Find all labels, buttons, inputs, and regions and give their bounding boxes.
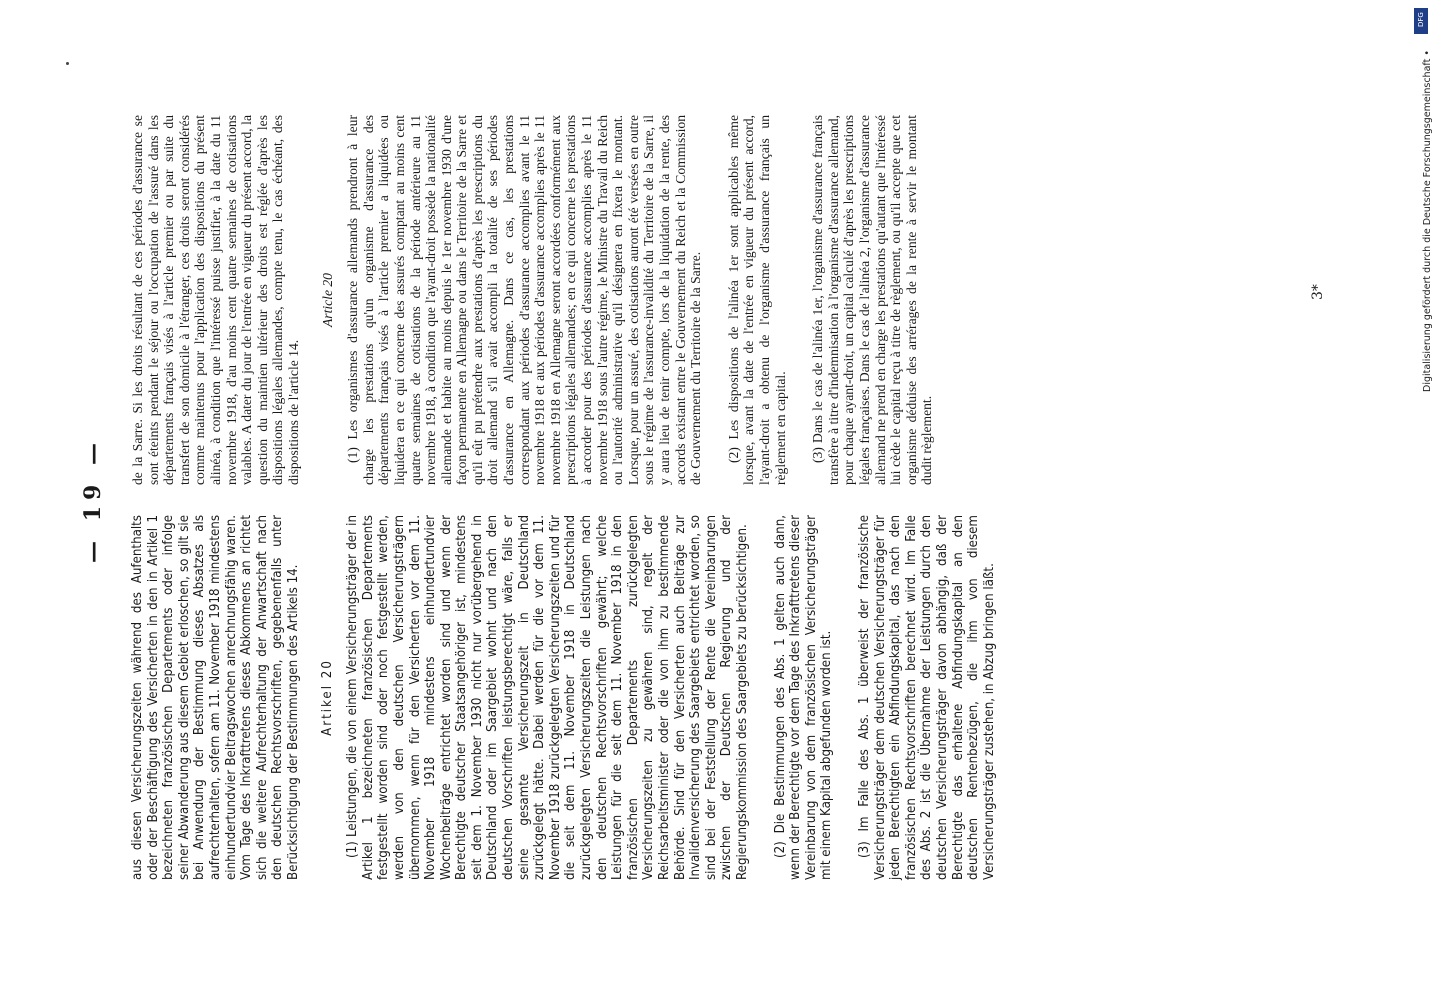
french-paragraph-intro: de la Sarre. Si les droits résultant de ces périodes d'assurance se sont éteints pendant le séjour ou l'occupation de l'assuré dans les départements français visés à l'article premier ou par suite du transfert de son domicile à l'étranger, ces droits seront considérés comme maintenus pour l'application des dispositions du présent alinéa, à condition que l'intéressé puisse justifier, à la date du 11 novembre 1918, d'au moins cent quatre semaines de cotisations valables. A dater du jour de l'entrée en vigueur du présent accord, la question du maintien ultérieur des droits est réglée d'après les dispositions légales allemandes, compte tenu, le cas échéant, des dispositions de l'article 14.	[130, 115, 301, 485]
page-number: — 19 —	[80, 437, 106, 563]
german-paragraph-1: (1) Leistungen, die von einem Versicherungsträger der in Artikel 1 bezeichneten französischen Departements festgestellt worden sind oder noch festgestellt werden, werden von den deutschen Versicherungsträgern übernommen, wenn für den Versicherten vor dem 11. November 1918 mindestens einhundertundvier Wochenbeiträge entrichtet worden sind und wenn der Berechtigte deutscher Staatsangehöriger ist, mindestens seit dem 1. November 1930 nicht nur vorübergehend in Deutschland oder im Saargebiet wohnt und nach den deutschen Vorschriften leistungsberechtigt wäre, falls er seine gesamte Versicherungszeit in Deutschland zurückgelegt hätte. Dabei werden für die vor dem 11. November 1918 zurückgelegten Versicherungszeiten und für die seit dem 11. November 1918 in Deutschland zurückgelegten Versicherungszeiten die Leistungen nach den deutschen Rechtsvorschriften gewährt; welche Leistungen für die seit dem 11. November 1918 in den französischen Departements zurückgelegten Versicherungszeiten zu gewähren sind, regelt der Reichsarbeitsminister oder die von ihm zu bestimmende Behörde. Sind für den Versicherten auch Beiträge zur Invalidenversicherung des Saargebiets entrichtet worden, so sind bei der Feststellung der Rente die Vereinbarungen zwischen der Deutschen Regierung und der Regierungskommission des Saargebiets zu berücksichtigen.	[345, 515, 750, 880]
french-column	[130, 115, 935, 485]
french-paragraph-1: (1) Les organismes d'assurance allemands prendront à leur charge les prestations qu'un organisme d'assurance des départements français visés à l'article premier a liquidées ou liquidera en ce qui concerne des assurés comptant au moins cent quatre semaines de cotisations de la période antérieure au 11 novembre 1918, à condition que l'ayant-droit possède la nationalité allemande et habite au moins depuis le 1er novembre 1930 d'une façon permanente en Allemagne ou dans le Territoire de la Sarre et qu'il eût pu prétendre aux prestations d'après les prescriptions du droit allemand s'il avait accompli la totalité de ses périodes d'assurance en Allemagne. Dans ce cas, les prestations correspondant aux périodes d'assurance accomplies avant le 11 novembre 1918 et aux périodes d'assurance accomplies après le 11 novembre 1918 en Allemagne seront accordées conformément aux prescriptions légales allemandes; en ce qui concerne les prestations à accorder pour des périodes d'assurance accomplies après le 11 novembre 1918 sous l'autre régime, le Ministre du Travail du Reich ou l'autorité administrative qu'il désignera en fixera le montant. Lorsque, pour un assuré, des cotisations auront été versées en outre sous le régime de l'assurance-invalidité du Territoire de la Sarre, il y aura lieu de tenir compte, lors de la liquidation de la rente, des accords existant entre le Gouvernement du Reich et la Commission de Gouvernement du Territoire de la Sarre.	[345, 115, 704, 485]
dfg-logo-text: DFG	[1417, 12, 1425, 27]
dfg-logo	[1414, 8, 1428, 34]
german-paragraph-2: (2) Die Bestimmungen des Abs. 1 gelten auch dann, wenn der Berechtigte vor dem Tage des Inkrafttretens dieser Vereinbarung von dem französischen Versicherungsträger mit einem Kapital abgefunden worden ist.	[772, 515, 835, 880]
german-paragraph-3: (3) Im Falle des Abs. 1 überweist der französische Versicherungsträger dem deutschen Versicherungsträger für jeden Berechtigten ein Abfindungskapital, das nach den französischen Rechtsvorschriften berechnet wird. Im Falle des Abs. 2 ist die Übernahme der Leistungen durch den deutschen Versicherungsträger davon abhängig, daß der Berechtigte das erhaltene Abfindungskapital an den deutschen Rentenbezügen, die ihm von diesem Versicherungsträger zustehen, in Abzug bringen läßt.	[856, 515, 997, 880]
german-column	[130, 515, 997, 880]
german-paragraph-intro: aus diesen Versicherungszeiten während des Aufenthalts oder der Beschäftigung des Versicherten in den in Artikel 1 bezeichneten französischen Departements oder infolge seiner Abwanderung aus diesem Gebiet erloschen, so gilt sie bei Anwendung der Bestimmung dieses Absatzes als aufrechterhalten, sofern am 11. November 1918 mindestens einhundertundvier Beitragswochen anrechnungsfähig waren. Vom Tage des Inkrafttretens dieses Abkommens an richtet sich die weitere Aufrechterhaltung der Anwartschaft nach den deutschen Rechtsvorschriften, gegebenenfalls unter Berücksichtigung der Bestimmungen des Artikels 14.	[130, 515, 301, 880]
signature-mark: 3*	[1310, 284, 1326, 300]
french-paragraph-2: (2) Les dispositions de l'alinéa 1er sont applicables même lorsque, avant la date de l'entrée en vigueur du présent accord, l'ayant-droit a obtenu de l'organisme d'assurance français un règlement en capital.	[725, 115, 788, 485]
french-paragraph-3: (3) Dans le cas de l'alinéa 1er, l'organisme d'assurance français transfère à titre d'indemnisation à l'organisme d'assurance allemand, pour chaque ayant-droit, un capital calculé d'après les prescriptions légales françaises. Dans le cas de l'alinéa 2, l'organisme d'assurance allemand ne prend en charge les prestations qu'autant que l'intéressé lui cède le capital reçu à titre de règlement, ou qu'il accepte que cet organisme déduise des arrérages de la rente à servir le montant dudit règlement.	[810, 115, 935, 485]
french-article-heading: Article 20	[319, 273, 335, 327]
german-article-heading: Artikel 20	[319, 659, 335, 736]
digitization-note	[1408, 12, 1433, 432]
digitization-note-text: Digitalisierung gefördert durch die Deutsche Forschungsgemeinschaft •	[1422, 50, 1433, 392]
